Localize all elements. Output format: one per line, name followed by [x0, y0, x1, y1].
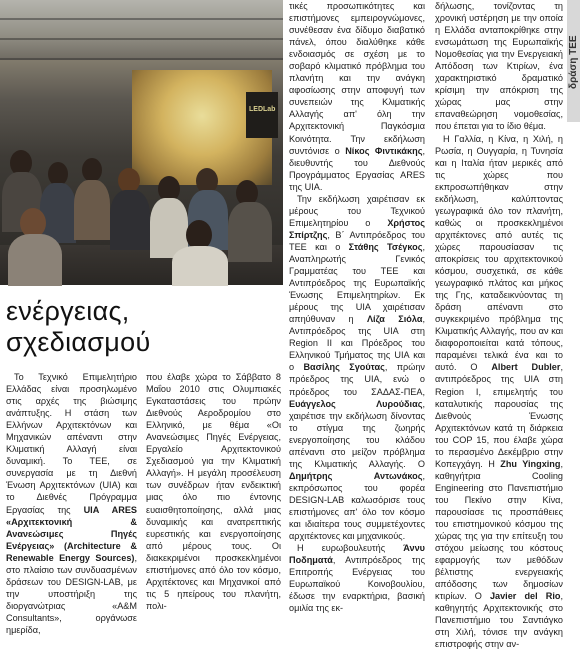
paragraph: τικές προσωπικότητες και επιστήμονες εμπειρογνώμονες, συνέθεσαν ένα δίδυμο διαβατικό πάνελ, όπου διαλύθηκε κάθε ενδοιασμός σε σχέση με το σοβαρό κλιματικό πρόβλημα του πλανήτη και την ανάγκη αφοσίωσης στην αποφυγή των συνεπειών της Κλιματικής Αλλαγής απ' όλη την Αρχιτεκτονική Παγκόσμια Κοινότητα. Την εκδήλωση συντόνισε ο Νίκος Φιντικάκης, διευθυντής του Διεθνούς Προγράμματος Εργασίας ARES της UIA. — [289, 1, 425, 192]
conference-photo — [0, 0, 283, 285]
section-tab-label: δράση ΤΕΕ — [568, 35, 579, 89]
bold-name: Νίκος Φιντικάκης — [345, 145, 423, 156]
stage-screen — [246, 92, 278, 138]
article-headline — [6, 296, 286, 358]
text-column-2 — [146, 371, 281, 612]
paragraph: Την εκδήλωση χαιρέτισαν εκ μέρους του Τεχνικού Επιμελητηρίου ο Χρήστος Σπίρτζης, Β΄ Αντιπρόεδρος του ΤΕΕ και ο Στάθης Τσέγκος, Αναπληρωτής Γενικός Γραμματέας του ΤΕΕ και Αντιπρόεδρος της Ευρωπαϊκής Ένωσης Επιμελητηρίων. Εκ μέρους της UIA χαιρέτισαν απηύθυναν η Λίζα Σιόλα, Αντιπρόεδρος της UIA στη Region II και Πρόεδρος του Ελληνικού Τμήματος της UIA και ο Βασίλης Σγούτας, πρώην πρόεδρος της UIA, ενώ ο πρόεδρος του ΣΑΔΑΣ-ΠΕΑ, Ευάγγελος Λυρούδιας, χαιρέτισε την εκδήλωση δίνοντας το στίγμα της ζωηρής ενεργοποίησης του κλάδου απέναντι στο μείζον πρόβλημα της Κλιματικής Αλλαγής. Ο Δημήτρης Αντωνάκος, εκπρόσωπος του φορέα DESIGN-LAB καλωσόρισε τους επιστήμονες απ' όλο τον κόσμο και ιδιαίτερα τους συμμετέχοντες αρχιτέκτονες και μηχανικούς. — [289, 193, 425, 542]
paragraph: δήλωσης, τονίζοντας τη χρονική υστέρηση με την οποία η Ελλάδα ανταποκρίθηκε στην ενσωμάτωση της Ευρωπαϊκής Νομοθεσίας για την Ενεργειακή Απόδοση των Κτιρίων, ένα χαρακτηριστικό δραματικό κρίσιμη την απόκριση της χώρας μας στην επαναθεώρηση νομοθεσίας, που έπεται για το ίδιο θέμα. — [435, 1, 563, 132]
section-side-tab — [566, 0, 580, 589]
paragraph: Η Γαλλία, η Κίνα, η Χιλή, η Ρωσία, η Ουγγαρία, η Τυνησία και η Ιταλία ήταν μερικές από τις χώρες που εκπροσωπήθηκαν στην εκδήλωση, καλύπτοντας γεωγραφικά όλο τον πλανήτη, καθώς οι προσκεκλημένοι αρχιτέκτονες από αυτές τις χώρες παρουσίασαν τις αποκρίσεις του αρχιτεκτονικού κόσμου, συσχετικά, σε κάθε γεωγραφικό πλάτος και μήκος της Γης, καταδεικνύοντας τη δράση απέναντι στο συγκεκριμένο πρόβλημα της Κλιματικής Αλλαγής, που αν και διαφοροποιείται κατά τόπους, παραμένει τελικά ένα και το αυτό. Ο Albert Dubler, αντιπρόεδρος της UIA στη Region I, επιμελητής του καταλυτικής παρουσίας της Διεθνούς Ένωσης Αρχιτεκτόνων κατά τη διάρκεια του COP 15, που έλαβε χώρα το περασμένο Δεκέμβριο στην Κοπεγχάγη. Η Zhu Yingxing, καθηγήτρια Cooling Engineering στο Πανεπιστήμιο του Πεκίνο στην Κίνα, παρουσίασε τις προσπάθειες του επιστημονικού κόσμου της χώρας της για την επίτευξη του στόχου μείωσης του κόστους εφαρμογής των μεθόδων βέλτιστης ενεργειακής απόδοσης των δημοσίων κτιρίων. Ο Javier del Rio, καθηγητής Αρχιτεκτονικής στο Πανεπιστήμιο του Σαντιάγκο στη Χιλή, τόνισε την ανάγκη επιστροφής στην αν- — [435, 133, 563, 650]
paragraph: που έλαβε χώρα το Σάββατο 8 Μαΐου 2010 στις Ολυμπιακές Εγκαταστάσεις του πρώην Διεθνούς Αεροδρομίου στο Ελληνικό, με θέμα «Οι Ανανεώσιμες Πηγές Ενέργειας, Εργαλείο Αρχιτεκτονικού Σχεδιασμού για την Κλιματική Αλλαγή». Η μεγάλη προσέλευση των συνέδρων ήταν ενδεικτική μιας όλο πιο έντονης ευαισθητοποίησης, αλλά μιας δυναμικής και ανατρεπτικής ευρεστικής και ενεργοποίησης από μέρους τους. Οι διακεκριμένοι προσκεκλημένοι επιστήμονες από όλο τον κόσμο, Αρχιτέκτονες και Μηχανικοί από τις 5 ηπείρους του πλανήτη, πολι- — [146, 372, 281, 611]
bold-program-name: UIA ARES «Αρχιτεκτονική & Ανανεώσιμες Πηγές Ενέργειας» (Architecture & Renewable Energy Sources) — [6, 504, 137, 563]
paragraph: Η ευρωβουλευτής Άννυ Ποδηματά, Αντιπρόεδρος της Επιτροπής Ενέργειας του Ευρωπαϊκού Κοινοβουλίου, έδωσε την εναρκτήρια, βασική ομιλία της εκ- — [289, 543, 425, 614]
text-column-1 — [6, 371, 137, 636]
screen-logo-text: LEDLab — [249, 106, 276, 113]
text-column-3 — [289, 0, 425, 614]
text-column-4 — [435, 0, 563, 651]
headline-line-2: σχεδιασμού — [6, 327, 151, 357]
headline-line-1: ενέργειας, — [6, 296, 130, 326]
paragraph: Το Τεχνικό Επιμελητήριο Ελλάδας είναι προσηλωμένο στις αρχές της βιώσιμης ανάπτυξης. Η στάση των Ελλήνων Αρχιτεκτόνων και Μηχανικών απέναντι στην Κλιματική Αλλαγή είναι δυναμική. Το ΤΕΕ, σε συνεργασία με τη Διεθνή Ένωση Αρχιτεκτόνων (UIA) και το Διεθνές Πρόγραμμα Εργασίας της UIA ARES «Αρχιτεκτονική & Ανανεώσιμες Πηγές Ενέργειας» (Architecture & Renewable Energy Sources), στο πλαίσιο των συνδυασμένων δράσεων του DESIGN-LAB, με την υποστήριξη της διοργανώτριας «A&M Consultants», οργάνωσε ημερίδα, — [6, 372, 137, 635]
hall-roof — [0, 0, 283, 60]
